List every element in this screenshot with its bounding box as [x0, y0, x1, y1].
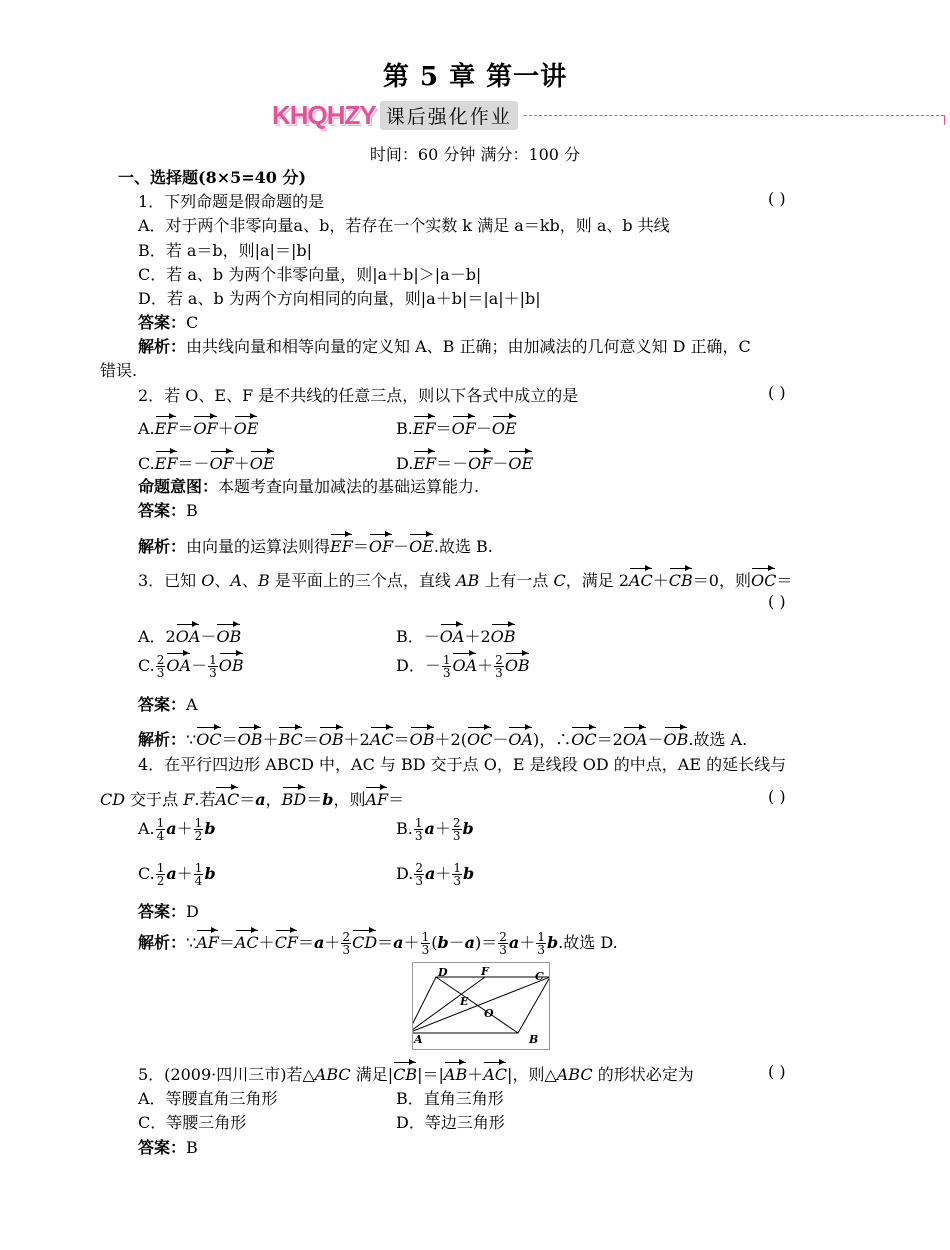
- q3-analysis: 解析：∵OC＝OB＋BC＝OB＋2AC＝OB＋2(OC－OA)，∴OC＝2OA－OB.故选 A.: [138, 730, 748, 749]
- q5-answer-value: B: [186, 1138, 198, 1157]
- q1-answer: [138, 310, 198, 333]
- q4-answer-value: D: [186, 902, 199, 921]
- q2-option-a: A.EF＝OF＋OE: [138, 419, 259, 438]
- q2-intent-text: 本题考查向量加减法的基础运算能力.: [218, 477, 480, 496]
- q5-answer: [138, 1135, 198, 1158]
- q5-answer-blank: ( ): [768, 1062, 786, 1081]
- q5-option-b: B．直角三角形: [396, 1089, 504, 1108]
- banner-logo: KHQHZY: [272, 99, 376, 130]
- q5-option-c: C．等腰三角形: [138, 1113, 247, 1132]
- page-title: 第 5 章 第一讲: [382, 62, 568, 92]
- label-e: E: [460, 995, 469, 1008]
- q4-option-d: D. $\frac{2}{3}$ a＋ $\frac{1}{3}$ b: [396, 861, 475, 888]
- homework-banner: [272, 100, 518, 130]
- q3-option-b: B．－OA＋2OB: [396, 627, 516, 646]
- label-a: A: [414, 1033, 423, 1046]
- q2-option-c: C.EF＝－OF＋OE: [138, 454, 275, 473]
- answer-label: 答案：: [138, 313, 187, 332]
- banner-divider-end: [944, 115, 945, 125]
- analysis-label: 解析：: [138, 730, 187, 749]
- q1-answer-value: C: [186, 313, 199, 332]
- q4-stem-2: CD 交于点 F.若AC＝a，BD＝b，则AF＝: [100, 790, 405, 809]
- banner-tag: 课后强化作业: [380, 101, 518, 130]
- q2-option-d: D.EF＝－OF－OE: [396, 454, 534, 473]
- q4-answer: [138, 899, 199, 922]
- q3-stem: 3．已知 O、A、B 是平面上的三个点，直线 AB 上有一点 C，满足 2AC＋CB＝0，则OC＝: [138, 571, 793, 590]
- time-limit: 时间：60 分钟 满分：100 分: [369, 145, 581, 164]
- q2-stem: 2．若 O、E、F 是不共线的任意三点，则以下各式中成立的是: [138, 386, 579, 405]
- analysis-label: 解析：: [138, 537, 187, 556]
- q3-answer: [138, 692, 198, 715]
- answer-label: 答案：: [138, 902, 187, 921]
- q3-analysis-tail: .故选 A.: [688, 730, 748, 749]
- q1-analysis: [138, 334, 751, 357]
- q4-option-a: A. $\frac{1}{4}$ a＋ $\frac{1}{2}$ b: [138, 816, 216, 843]
- q4-stem-1: 4．在平行四边形 ABCD 中，AC 与 BD 交于点 O，E 是线段 OD 的中点，AE 的延长线与: [138, 755, 787, 774]
- q2-analysis: 解析：由向量的运算法则得EF＝OF－OE.故选 B.: [138, 537, 493, 556]
- label-f: F: [481, 965, 489, 978]
- analysis-label: 解析：: [138, 337, 187, 356]
- intent-label: 命题意图：: [138, 477, 219, 496]
- q5-stem: 5．(2009·四川三市)若△ABC 满足|CB|＝|AB＋AC|，则△ABC 的形状必定为: [138, 1065, 694, 1084]
- q4-option-b: B. $\frac{1}{3}$ a＋ $\frac{2}{3}$ b: [396, 816, 474, 843]
- q3-answer-blank: ( ): [768, 592, 786, 611]
- label-o: O: [484, 1007, 494, 1020]
- q3-option-a: A．2OA－OB: [138, 627, 242, 646]
- q1-analysis-cont: 错误.: [100, 361, 138, 380]
- q2-analysis-tail: .故选 B.: [433, 537, 493, 556]
- q3-option-d: D．－ $\frac{1}{3}$ OA＋ $\frac{2}{3}$ OB: [396, 653, 530, 680]
- q2-option-b: B.EF＝OF－OE: [396, 419, 517, 438]
- q1-stem: 1．下列命题是假命题的是: [138, 192, 325, 211]
- q1-option-b: B．若 a＝b，则|a|＝|b|: [138, 241, 312, 260]
- analysis-label: 解析：: [138, 933, 187, 952]
- q5-option-d: D．等边三角形: [396, 1113, 505, 1132]
- q2-answer: [138, 498, 198, 521]
- section-heading: 一、选择题(8×5=40 分): [118, 168, 307, 187]
- q1-answer-blank: ( ): [768, 189, 786, 208]
- q1-option-d: D．若 a、b 为两个方向相同的向量，则|a＋b|＝|a|＋|b|: [138, 289, 541, 308]
- q4-option-c: C. $\frac{1}{2}$ a＋ $\frac{1}{4}$ b: [138, 861, 216, 888]
- q2-answer-value: B: [186, 501, 198, 520]
- q3-option-c: C. $\frac{2}{3}$ OA－ $\frac{1}{3}$ OB: [138, 653, 244, 680]
- q1-analysis-text: 由共线向量和相等向量的定义知 A、B 正确；由加减法的几何意义知 D 正确，C: [186, 337, 751, 356]
- parallelogram-figure: [412, 962, 548, 1048]
- q2-intent: [138, 474, 479, 497]
- q1-option-c: C．若 a、b 为两个非零向量，则|a＋b|＞|a－b|: [138, 265, 482, 284]
- q4-analysis: 解析：∵AF＝AC＋CF＝a＋ $\frac{2}{3}$ CD＝a＋ $\frac{1}{3}$ (b－a)＝ $\frac{2}{3}$ a＋ $\frac{1}{3}$ b.故选 D.: [138, 930, 618, 957]
- q4-answer-blank: ( ): [768, 787, 786, 806]
- q5-option-a: A．等腰直角三角形: [138, 1089, 278, 1108]
- answer-label: 答案：: [138, 1138, 187, 1157]
- label-d: D: [438, 966, 448, 979]
- answer-label: 答案：: [138, 695, 187, 714]
- q4-analysis-tail: .故选 D.: [558, 933, 618, 952]
- q1-option-a: A．对于两个非零向量a、b，若存在一个实数 k 满足 a＝kb，则 a、b 共线: [138, 216, 670, 235]
- q3-answer-value: A: [186, 695, 198, 714]
- q2-answer-blank: ( ): [768, 383, 786, 402]
- answer-label: 答案：: [138, 501, 187, 520]
- banner-divider: [524, 115, 944, 116]
- label-c: C: [535, 970, 544, 983]
- label-b: B: [529, 1033, 539, 1046]
